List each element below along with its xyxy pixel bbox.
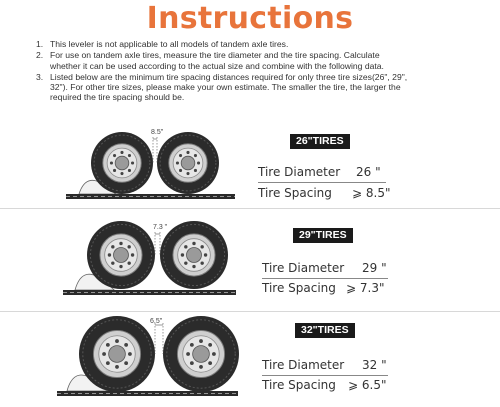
tire-spacing-row bbox=[262, 378, 392, 392]
tandem-tires-illustration bbox=[0, 128, 240, 208]
tire-diameter-row bbox=[258, 165, 388, 179]
instruction-number: 2. bbox=[36, 50, 44, 61]
tire-diameter-row bbox=[262, 261, 392, 275]
tire-diameter-value: 32 " bbox=[362, 358, 387, 372]
tire-spacing-label: Tire Spacing bbox=[258, 186, 332, 200]
tire-spacing-value: ⩾ 8.5" bbox=[352, 186, 391, 200]
tire-icon bbox=[87, 221, 155, 289]
tire-section-26 bbox=[0, 128, 500, 208]
tire-size-badge: 32"TIRES bbox=[295, 323, 355, 338]
tire-section-32 bbox=[0, 316, 500, 407]
tire-spacing-value: ⩾ 7.3" bbox=[346, 281, 385, 295]
instruction-number: 3. bbox=[36, 71, 44, 82]
tire-icon bbox=[160, 221, 228, 289]
tire-size-badge: 26"TIRES bbox=[290, 134, 350, 149]
tire-diameter-label: Tire Diameter bbox=[262, 261, 345, 275]
tire-diameter-row bbox=[262, 358, 392, 372]
tire-gap-label: 8.5" bbox=[151, 129, 164, 136]
tire-spacing-label: Tire Spacing bbox=[262, 378, 336, 392]
road-surface bbox=[57, 391, 238, 396]
spec-divider bbox=[262, 375, 388, 376]
tire-icon bbox=[91, 132, 153, 194]
instruction-text: For use on tandem axle tires, measure the tire diameter and the tire spacing. Calculate whether it can be used according to the actual size and combine with the following data. bbox=[50, 50, 384, 71]
tire-gap-label: 6.5" bbox=[150, 318, 163, 325]
tire-spacing-label: Tire Spacing bbox=[262, 281, 336, 295]
section-divider bbox=[0, 208, 500, 209]
tire-icon bbox=[79, 316, 155, 392]
tandem-tires-illustration bbox=[0, 219, 240, 309]
tire-icon bbox=[157, 132, 219, 194]
instruction-text: Listed below are the minimum tire spacing distances required for only three tire sizes(26", 29", 32"). For other tire sizes, please make your own estimate. The smaller the tire, the larger the required the tire spacing should be. bbox=[50, 71, 408, 103]
instruction-list bbox=[36, 39, 412, 104]
tire-diameter-value: 29 " bbox=[362, 261, 387, 275]
tire-spacing-row bbox=[258, 186, 391, 200]
tire-diameter-value: 26 " bbox=[356, 165, 381, 179]
spec-divider bbox=[258, 182, 386, 183]
tire-spacing-value: ⩾ 6.5" bbox=[348, 378, 387, 392]
tire-spacing-row bbox=[262, 281, 392, 295]
instruction-number: 1. bbox=[36, 39, 44, 49]
instruction-text: This leveler is not applicable to all models of tandem axle tires. bbox=[50, 39, 289, 49]
tire-icon bbox=[163, 316, 239, 392]
tire-diameter-label: Tire Diameter bbox=[258, 165, 341, 179]
instruction-item-3 bbox=[36, 72, 412, 103]
instruction-item-2 bbox=[36, 50, 412, 71]
instruction-item-1 bbox=[36, 39, 412, 49]
tire-section-29 bbox=[0, 219, 500, 309]
tire-gap-label: 7.3 " bbox=[153, 224, 168, 231]
tire-size-badge: 29"TIRES bbox=[293, 228, 353, 243]
page-title: Instructions bbox=[146, 1, 354, 36]
spec-divider bbox=[262, 278, 388, 279]
section-divider bbox=[0, 311, 500, 312]
tandem-tires-illustration bbox=[0, 316, 240, 407]
tire-diameter-label: Tire Diameter bbox=[262, 358, 345, 372]
